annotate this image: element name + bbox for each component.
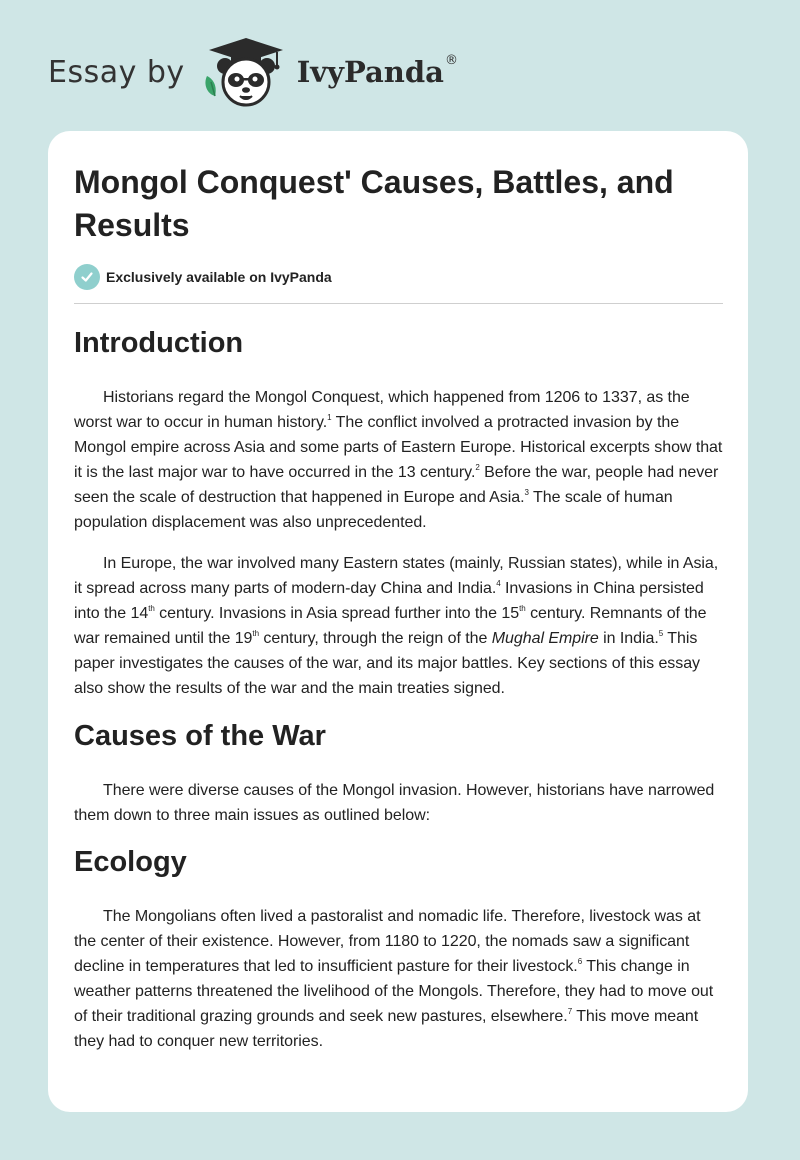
paragraph-introduction-2: In Europe, the war involved many Eastern states (mainly, Russian states), while in Asia, it spread across many parts of modern-day China and India.$^4$ Invasions in China persisted into the 14th century. Invasions in Asia spread further into the 15th century. Remnants of the war remained until the 19th century, through the reign of the Mughal Empire in India.$^5$ This paper investigates the causes of the war, and its major battles. Key sections of this essay also show the results of the war and the main treaties signed. <box>74 555 719 697</box>
check-circle-icon <box>74 264 100 290</box>
panda-graduation-icon <box>201 36 291 108</box>
section-heading-ecology: Ecology <box>74 846 187 878</box>
footnote-ref[interactable]: 7 <box>567 1007 573 1016</box>
paragraph-ecology-1: The Mongolians often lived a pastoralist and nomadic life. Therefore, livestock was at the center of their existence. However, from 1180 to 1220, the nomads saw a significant decline in temperatures that led to insufficient pasture for their livestock.$^6$ This change in weather patterns threatened the livelihood of the Mongols. Therefore, they had to move out of their traditional grazing grounds and seek new pastures, elsewhere.$^7$ This move meant they had to conquer new territories. <box>74 908 714 1050</box>
brand-name: IvyPanda <box>296 55 444 89</box>
brand-header[interactable] <box>48 36 458 108</box>
section-heading-causes: Causes of the War <box>74 720 326 752</box>
footnote-ref[interactable]: 2 <box>475 463 480 472</box>
essay-body <box>74 311 724 1054</box>
essay-by-label: Essay by <box>48 54 185 90</box>
divider <box>74 303 723 304</box>
footnote-ref[interactable]: 6 <box>577 957 583 966</box>
exclusive-label: Exclusively available on IvyPanda <box>106 269 332 285</box>
paragraph-causes-1: There were diverse causes of the Mongol invasion. However, historians have narrowed them down to three main issues as outlined below: <box>74 782 715 824</box>
section-heading-introduction: Introduction <box>74 327 244 359</box>
registered-mark: ® <box>444 52 458 68</box>
paragraph-introduction-1: Historians regard the Mongol Conquest, which happened from 1206 to 1337, as the worst war to occur in human history.$^1$ The conflict involved a protracted invasion by the Mongol empire across Asia and some parts of Eastern Europe. Historical excerpts show that it is the last major war to have occurred in the 13 century.$^2$ Before the war, people had never seen the scale of destruction that happened in Europe and Asia.$^3$ The scale of human population displacement was also unprecedented. <box>74 389 723 531</box>
essay-card <box>48 131 748 1112</box>
essay-title: Mongol Conquest' Causes, Battles, and Results <box>74 164 674 243</box>
footnote-ref[interactable]: 3 <box>524 488 529 497</box>
footnote-ref[interactable]: 1 <box>327 413 332 422</box>
footnote-ref[interactable]: 4 <box>496 579 501 588</box>
footnote-ref[interactable]: 5 <box>658 629 664 638</box>
exclusive-badge <box>74 264 332 290</box>
